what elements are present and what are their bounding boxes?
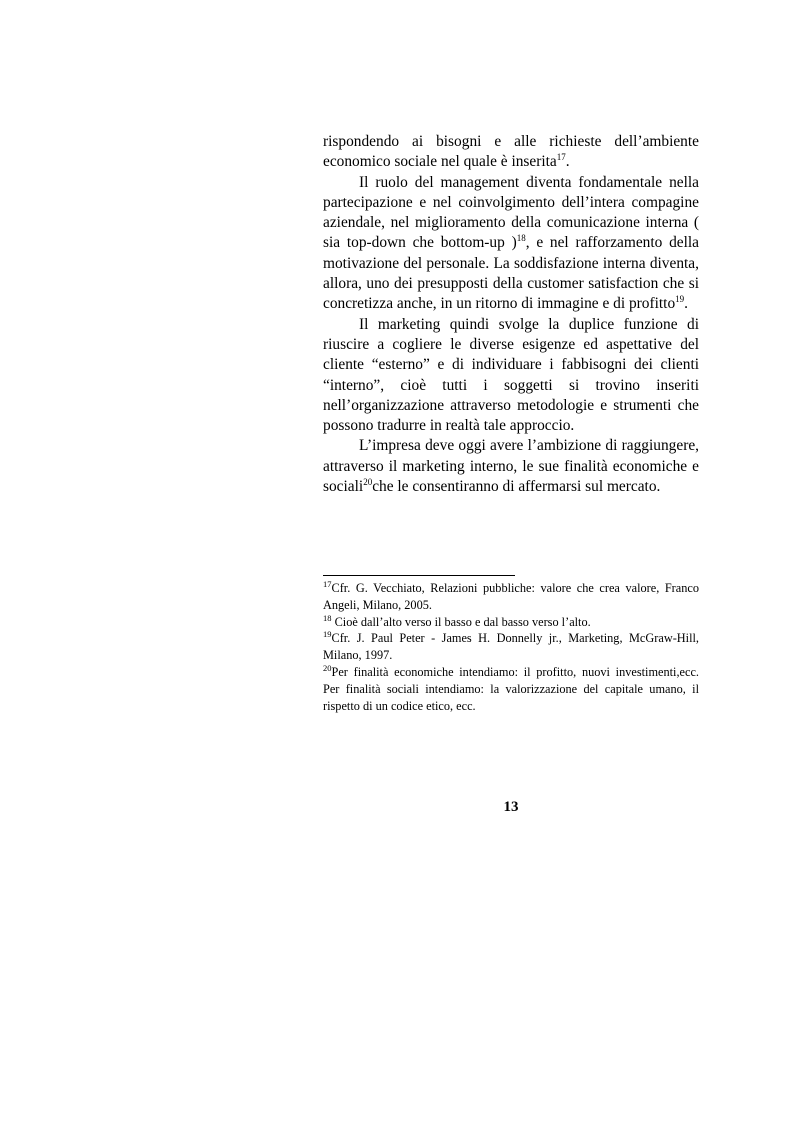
paragraph-2 — [323, 173, 699, 315]
paragraph-1-text: rispondendo ai bisogni e alle richieste dell’ambiente economico sociale nel quale è inserita — [323, 133, 699, 171]
footnote-number: 17 — [323, 579, 332, 589]
footnote-number: 20 — [323, 662, 332, 673]
footnote-17 — [323, 580, 699, 614]
footnote-number: 18 — [323, 612, 332, 623]
footnote-text: Cioè dall’alto verso il basso e dal basso verso l’alto. — [331, 614, 591, 629]
footnote-number: 19 — [323, 629, 332, 640]
paragraph-1-end: . — [565, 153, 570, 171]
page-number: 13 — [503, 799, 519, 815]
paragraph-2-text-a: Il ruolo del management diventa fondamentale nella partecipazione e nel coinvolgimento dell’intera compagine aziendale, nel miglioramento della comunicazione interna ( sia top-down che bottom-up ) — [323, 173, 699, 252]
footnotes — [323, 580, 699, 714]
paragraph-2-end: . — [684, 295, 689, 313]
footnote-20 — [323, 664, 699, 714]
footnote-separator — [323, 575, 515, 576]
body-text — [323, 132, 699, 497]
footnote-18 — [323, 614, 699, 631]
footnote-text: Cfr. J. Paul Peter - James H. Donnelly jr., Marketing, McGraw-Hill, Milano, 1997. — [323, 631, 699, 663]
footnote-ref-19: 19 — [675, 294, 685, 305]
footnote-text: Cfr. G. Vecchiato, Relazioni pubbliche: valore che crea valore, Franco Angeli, Milano, 2005. — [323, 581, 699, 612]
paragraph-2-text-b: , e nel rafforzamento della motivazione del personale. La soddisfazione interna diventa, allora, uno dei presupposti della customer satisfaction che si concretizza anche, in un ritorno di immagine e di profitto — [323, 234, 699, 313]
footnote-text: Per finalità economiche intendiamo: il profitto, nuovi investimenti,ecc. Per finalità sociali intendiamo: la valorizzazione del capitale umano, il rispetto di un codice etico, ecc. — [323, 664, 699, 713]
paragraph-4 — [323, 436, 699, 497]
paragraph-3 — [323, 315, 699, 437]
footnote-19 — [323, 630, 699, 664]
paragraph-1 — [323, 132, 699, 173]
paragraph-4-text-b: che le consentiranno di affermarsi sul mercato. — [372, 478, 661, 496]
footnote-ref-20: 20 — [363, 477, 373, 488]
paragraph-3-text: Il marketing quindi svolge la duplice funzione di riuscire a cogliere le diverse esigenze ed aspettative del cliente “esterno” e di individuare i fabbisogni dei clienti “interno”, cioè tutti i soggetti si trovino inseriti nell’organizzazione attraverso metodologie e strumenti che possono tradurre in realtà tale approccio. — [323, 315, 699, 435]
paragraph-4-text-a: L’impresa deve oggi avere l’ambizione di raggiungere, attraverso il marketing interno, le sue finalità economiche e sociali — [323, 437, 699, 496]
footnote-ref-17: 17 — [556, 152, 566, 163]
footnote-ref-18: 18 — [516, 233, 526, 244]
